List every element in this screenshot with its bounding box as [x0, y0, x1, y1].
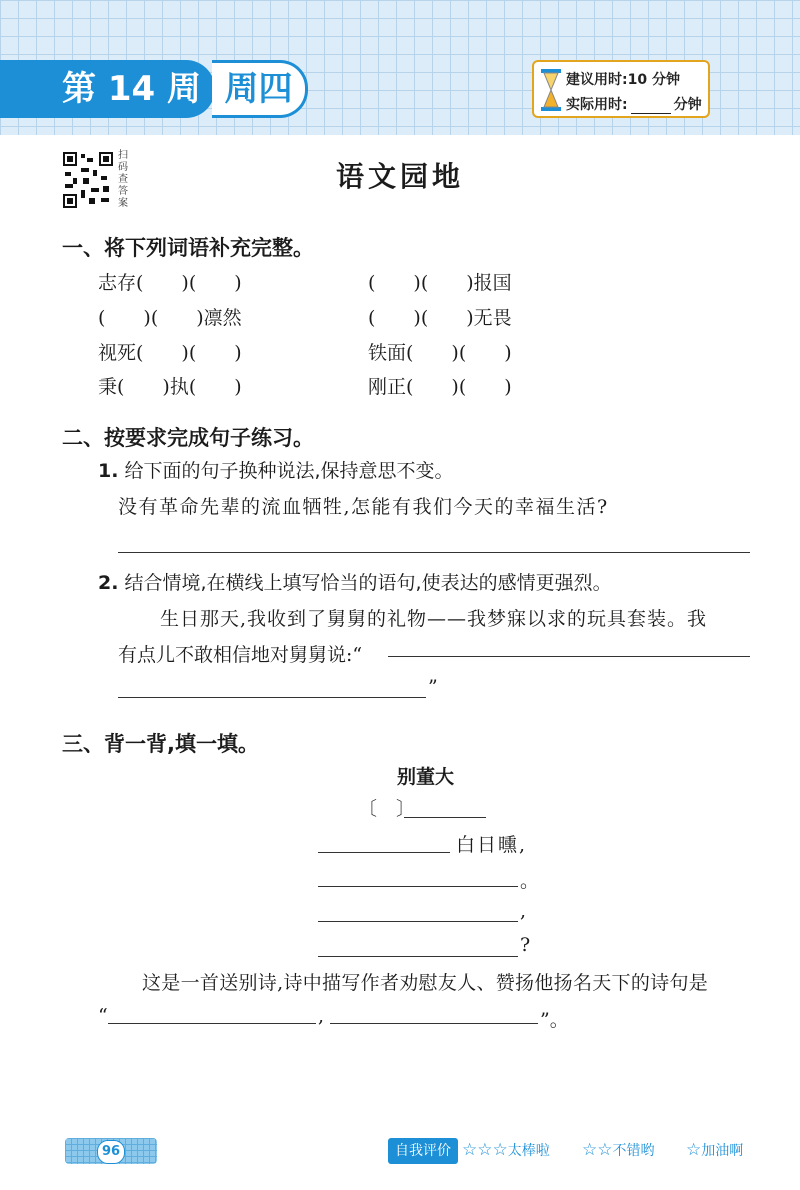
- question-1-text: 给下面的句子换种说法,保持意思不变。: [124, 460, 454, 482]
- actual-time: 实际用时: 分钟: [566, 97, 702, 113]
- question-2-prompt: 有点儿不敢相信地对舅舅说:“: [118, 644, 363, 666]
- self-eval-label: 自我评价: [388, 1138, 458, 1164]
- star-icon: ☆☆☆: [462, 1140, 508, 1160]
- hourglass-icon: [540, 68, 562, 112]
- section1-heading: 一、将下列词语补充完整。: [62, 236, 314, 260]
- poem-line-4-end: ?: [520, 934, 531, 956]
- idiom-item[interactable]: 志存( )( ): [98, 272, 242, 294]
- page-number: 96: [97, 1140, 125, 1164]
- idiom-item[interactable]: 刚正( )( ): [368, 376, 512, 398]
- quote-comma: ,: [318, 1005, 325, 1027]
- poem-line-2-end: 。: [520, 870, 540, 892]
- answer-line[interactable]: [388, 656, 750, 657]
- open-quote: “: [98, 1005, 108, 1027]
- question-1-sentence: 没有革命先辈的流血牺牲,怎能有我们今天的幸福生活?: [118, 496, 609, 518]
- question-2-number: 2.: [98, 572, 119, 594]
- question-2-text: 结合情境,在横线上填写恰当的语句,使表达的感情更强烈。: [124, 572, 612, 594]
- idiom-item[interactable]: 视死( )( ): [98, 342, 242, 364]
- answer-line[interactable]: [330, 1023, 538, 1024]
- poem-line-blank[interactable]: [318, 921, 518, 922]
- day-tab: 周四: [212, 60, 308, 118]
- suggested-time: 建议用时:10 分钟: [566, 72, 680, 88]
- poem-line-blank[interactable]: [318, 956, 518, 957]
- rating-good[interactable]: ☆☆不错哟: [582, 1140, 655, 1160]
- page-title: 语文园地: [335, 160, 464, 193]
- answer-line[interactable]: [108, 1023, 316, 1024]
- week-tab: 第 14 周: [0, 60, 215, 118]
- idiom-item[interactable]: ( )( )无畏: [368, 307, 512, 329]
- star-icon: ☆☆: [582, 1140, 613, 1160]
- question-2: [98, 568, 612, 595]
- idiom-item[interactable]: ( )( )报国: [368, 272, 512, 294]
- idiom-item[interactable]: 铁面( )( ): [368, 342, 512, 364]
- poem-line-3-end: ,: [520, 900, 527, 922]
- poem-line-blank[interactable]: [318, 886, 518, 887]
- idiom-item[interactable]: ( )( )凛然: [98, 307, 242, 329]
- answer-line[interactable]: [118, 697, 426, 698]
- rating-excellent[interactable]: ☆☆☆太棒啦: [462, 1140, 550, 1160]
- author-line[interactable]: [404, 817, 486, 818]
- poem-title: 别董大: [397, 766, 455, 788]
- star-icon: ☆: [686, 1140, 702, 1160]
- rating-keep-going[interactable]: ☆加油啊: [686, 1140, 744, 1160]
- actual-time-blank[interactable]: [631, 99, 671, 114]
- qr-label: 扫码查答案: [118, 150, 128, 209]
- time-box: [532, 60, 710, 118]
- answer-line[interactable]: [118, 552, 750, 553]
- section2-heading: 二、按要求完成句子练习。: [62, 426, 314, 450]
- section3-heading: 三、背一背,填一填。: [62, 732, 259, 756]
- author-bracket[interactable]: 〔 〕: [358, 798, 416, 820]
- poem-line-blank[interactable]: [318, 852, 450, 853]
- close-quote: ”。: [540, 1009, 569, 1031]
- question-1-number: 1.: [98, 460, 119, 482]
- question-1: [98, 456, 454, 483]
- section3-paragraph: 这是一首送别诗,诗中描写作者劝慰友人、赞扬他扬名天下的诗句是: [142, 972, 709, 994]
- closing-quote: ”: [428, 676, 438, 698]
- question-2-context: 生日那天,我收到了舅舅的礼物——我梦寐以求的玩具套装。我: [160, 608, 708, 630]
- poem-line-1-end: 白日曛,: [456, 834, 528, 856]
- idiom-item[interactable]: 秉( )执( ): [98, 376, 242, 398]
